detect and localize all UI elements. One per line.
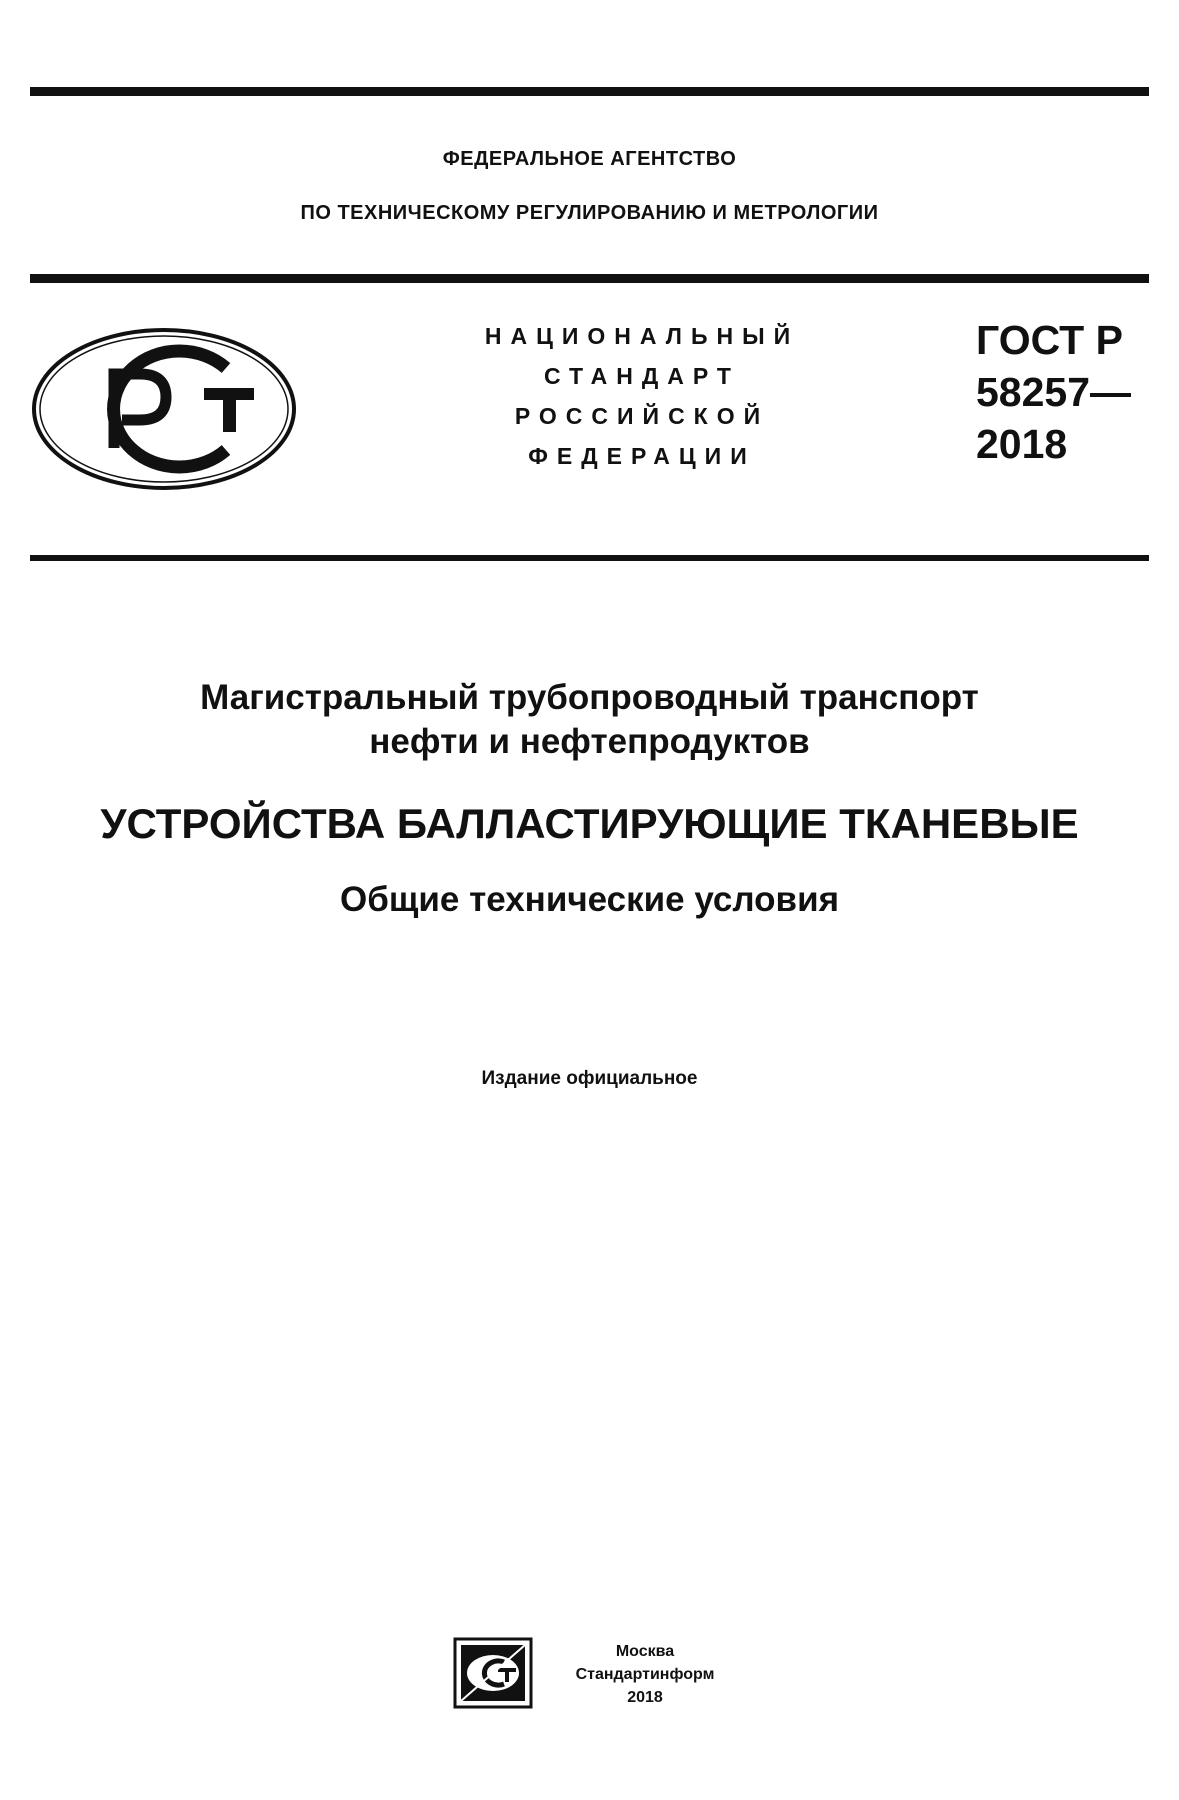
national-standard-line-4: ФЕДЕРАЦИИ	[528, 443, 756, 469]
document-title: УСТРОЙСТВА БАЛЛАСТИРУЮЩИЕ ТКАНЕВЫЕ	[100, 800, 1079, 847]
middle-divider	[30, 274, 1149, 283]
subject-line-2: нефти и нефтепродуктов	[369, 722, 810, 761]
national-standard-line-1: НАЦИОНАЛЬНЫЙ	[484, 323, 800, 349]
national-standard-line-2: СТАНДАРТ	[544, 363, 740, 389]
top-divider	[30, 87, 1149, 96]
standartinform-logo-icon	[452, 1636, 534, 1710]
publisher-imprint	[550, 1640, 740, 1709]
document-subtitle: Общие технические условия	[339, 880, 840, 919]
standard-designation	[976, 314, 1131, 470]
national-standard-line-3: РОССИЙСКОЙ	[514, 403, 770, 429]
lower-divider	[30, 555, 1149, 561]
publisher-year: 2018	[627, 1689, 663, 1706]
edition-label: Издание официальное	[481, 1068, 698, 1089]
designation-line-1: ГОСТ Р	[976, 317, 1123, 363]
agency-name-line-2: ПО ТЕХНИЧЕСКОМУ РЕГУЛИРОВАНИЮ И МЕТРОЛОГИИ	[300, 202, 879, 224]
pst-certification-emblem-icon	[30, 326, 298, 492]
document-subject	[0, 676, 1179, 764]
subject-line-1: Магистральный трубопроводный транспорт	[200, 678, 979, 717]
designation-line-3: 2018	[976, 421, 1068, 467]
designation-line-2: 58257—	[976, 369, 1132, 415]
national-standard-label	[432, 316, 852, 476]
publisher-name: Стандартинформ	[575, 1666, 715, 1683]
publisher-city: Москва	[615, 1643, 675, 1660]
agency-name-line-1: ФЕДЕРАЛЬНОЕ АГЕНТСТВО	[442, 148, 737, 170]
